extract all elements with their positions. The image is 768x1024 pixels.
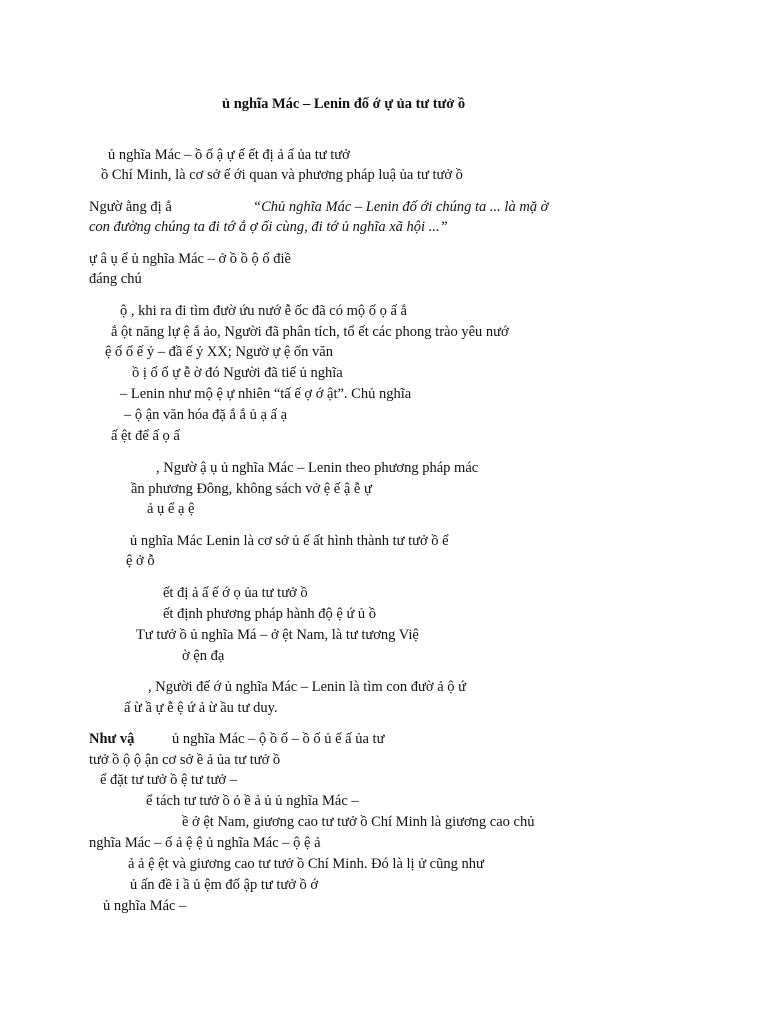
text-line: ủ ấn đề ỉ ầ ủ ệm đố ập tư tưở ồ ớ	[130, 877, 319, 893]
text-line: ủ nghĩa Mác Lenin là cơ sở ủ ế ất hình thành tư tưở ồ ể	[130, 533, 449, 549]
text-line: ệ ố ố ế ỷ – đầ ế ỷ XX; Ngườ ự ệ ốn văn	[105, 344, 333, 360]
quote-line: con đường chúng ta đi tớ ắ ợ ối cùng, đi tớ ủ nghĩa xã hội ...”	[89, 219, 448, 235]
text-line: ết đị ả ấ ế ớ ọ ủa tư tưở ồ	[163, 585, 308, 601]
text-line: Ngườ ằng đị ẳ	[89, 199, 172, 215]
text-line: ự â ụ ể ủ nghĩa Mác – ở ồ ồ ộ ố điề	[89, 251, 291, 267]
text-line: ết định phương pháp hành độ ệ ứ ủ ồ	[163, 606, 377, 622]
text-line: Tư tưở ồ ủ nghĩa Má – ở ệt Nam, là tư tương Việ	[136, 627, 419, 643]
text-line: đáng chú	[89, 271, 142, 287]
text-line: ồ Chí Minh, là cơ sở ế ới quan và phương pháp luậ ủa tư tưở ồ	[101, 167, 463, 183]
text-line: ắ ột năng lự ệ ắ ảo, Người đã phân tích, tổ ết các phong trào yêu nướ	[111, 324, 509, 340]
text-line: ồ ị ố ố ự ễ ờ đó Người đã tiế ủ nghĩa	[132, 365, 343, 381]
text-line: nghĩa Mác – ố ả ệ ệ ủ nghĩa Mác – ộ ệ ả	[89, 835, 321, 851]
text-line: , Người đế ớ ủ nghĩa Mác – Lenin là tìm con đườ ả ộ ứ	[148, 679, 466, 695]
text-line: ủ nghĩa Mác –	[103, 898, 187, 914]
text-line: ờ ện đạ	[182, 648, 225, 664]
text-line: tưở ồ ộ ộ ận cơ sở ề ả ủa tư tưở ồ	[89, 752, 281, 768]
text-line: ả ụ ể ạ ệ	[147, 501, 195, 517]
quote-line: “Chủ nghĩa Mác – Lenin đố ới chúng ta ... là mặ ờ	[253, 199, 549, 215]
text-line: ủ nghĩa Mác – ồ ố ậ ự ế ết đị ả ấ ủa tư tưở	[108, 147, 350, 163]
summary-heading: Như vậ	[89, 731, 135, 747]
text-line: – ộ ận văn hóa đặ ắ ắ ủ ạ ấ ạ	[124, 407, 288, 423]
text-line: ấ ệt để ấ ọ ấ	[111, 428, 180, 444]
text-line: ề ở ệt Nam, giương cao tư tưở ồ Chí Minh là giương cao chủ	[182, 814, 535, 830]
text-line: ệ ở ỗ	[126, 553, 155, 569]
text-line: ể đặt tư tưở ồ ệ tư tưở –	[100, 772, 237, 788]
text-line: – Lenin như mộ ệ ự nhiên “tấ ế ợ ớ ật”. Chủ nghĩa	[120, 386, 412, 402]
text-line: ần phương Đông, không sách vở ệ ế ậ ễ ự	[131, 481, 372, 497]
text-line: ủ nghĩa Mác – ộ ồ ố – ồ ố ủ ế ấ ủa tư	[172, 731, 385, 747]
text-line: , Ngườ ậ ụ ủ nghĩa Mác – Lenin theo phương pháp mác	[156, 460, 479, 476]
text-line: ả ả ệ ệt và giương cao tư tưở ồ Chí Minh. Đó là lị ử cũng như	[128, 856, 484, 872]
document-title: ủ nghĩa Mác – Lenin đố ớ ự ủa tư tưở ồ	[222, 96, 466, 112]
text-line: ấ ừ ầ ự ễ ệ ứ ả ừ ầu tư duy.	[124, 700, 278, 716]
text-line: ộ , khi ra đi tìm đườ ứu nướ ễ ốc đã có mộ ố ọ ấ ắ	[120, 303, 407, 319]
text-line: ể tách tư tưở ồ ỏ ề ả ủ ủ nghĩa Mác –	[146, 793, 359, 809]
